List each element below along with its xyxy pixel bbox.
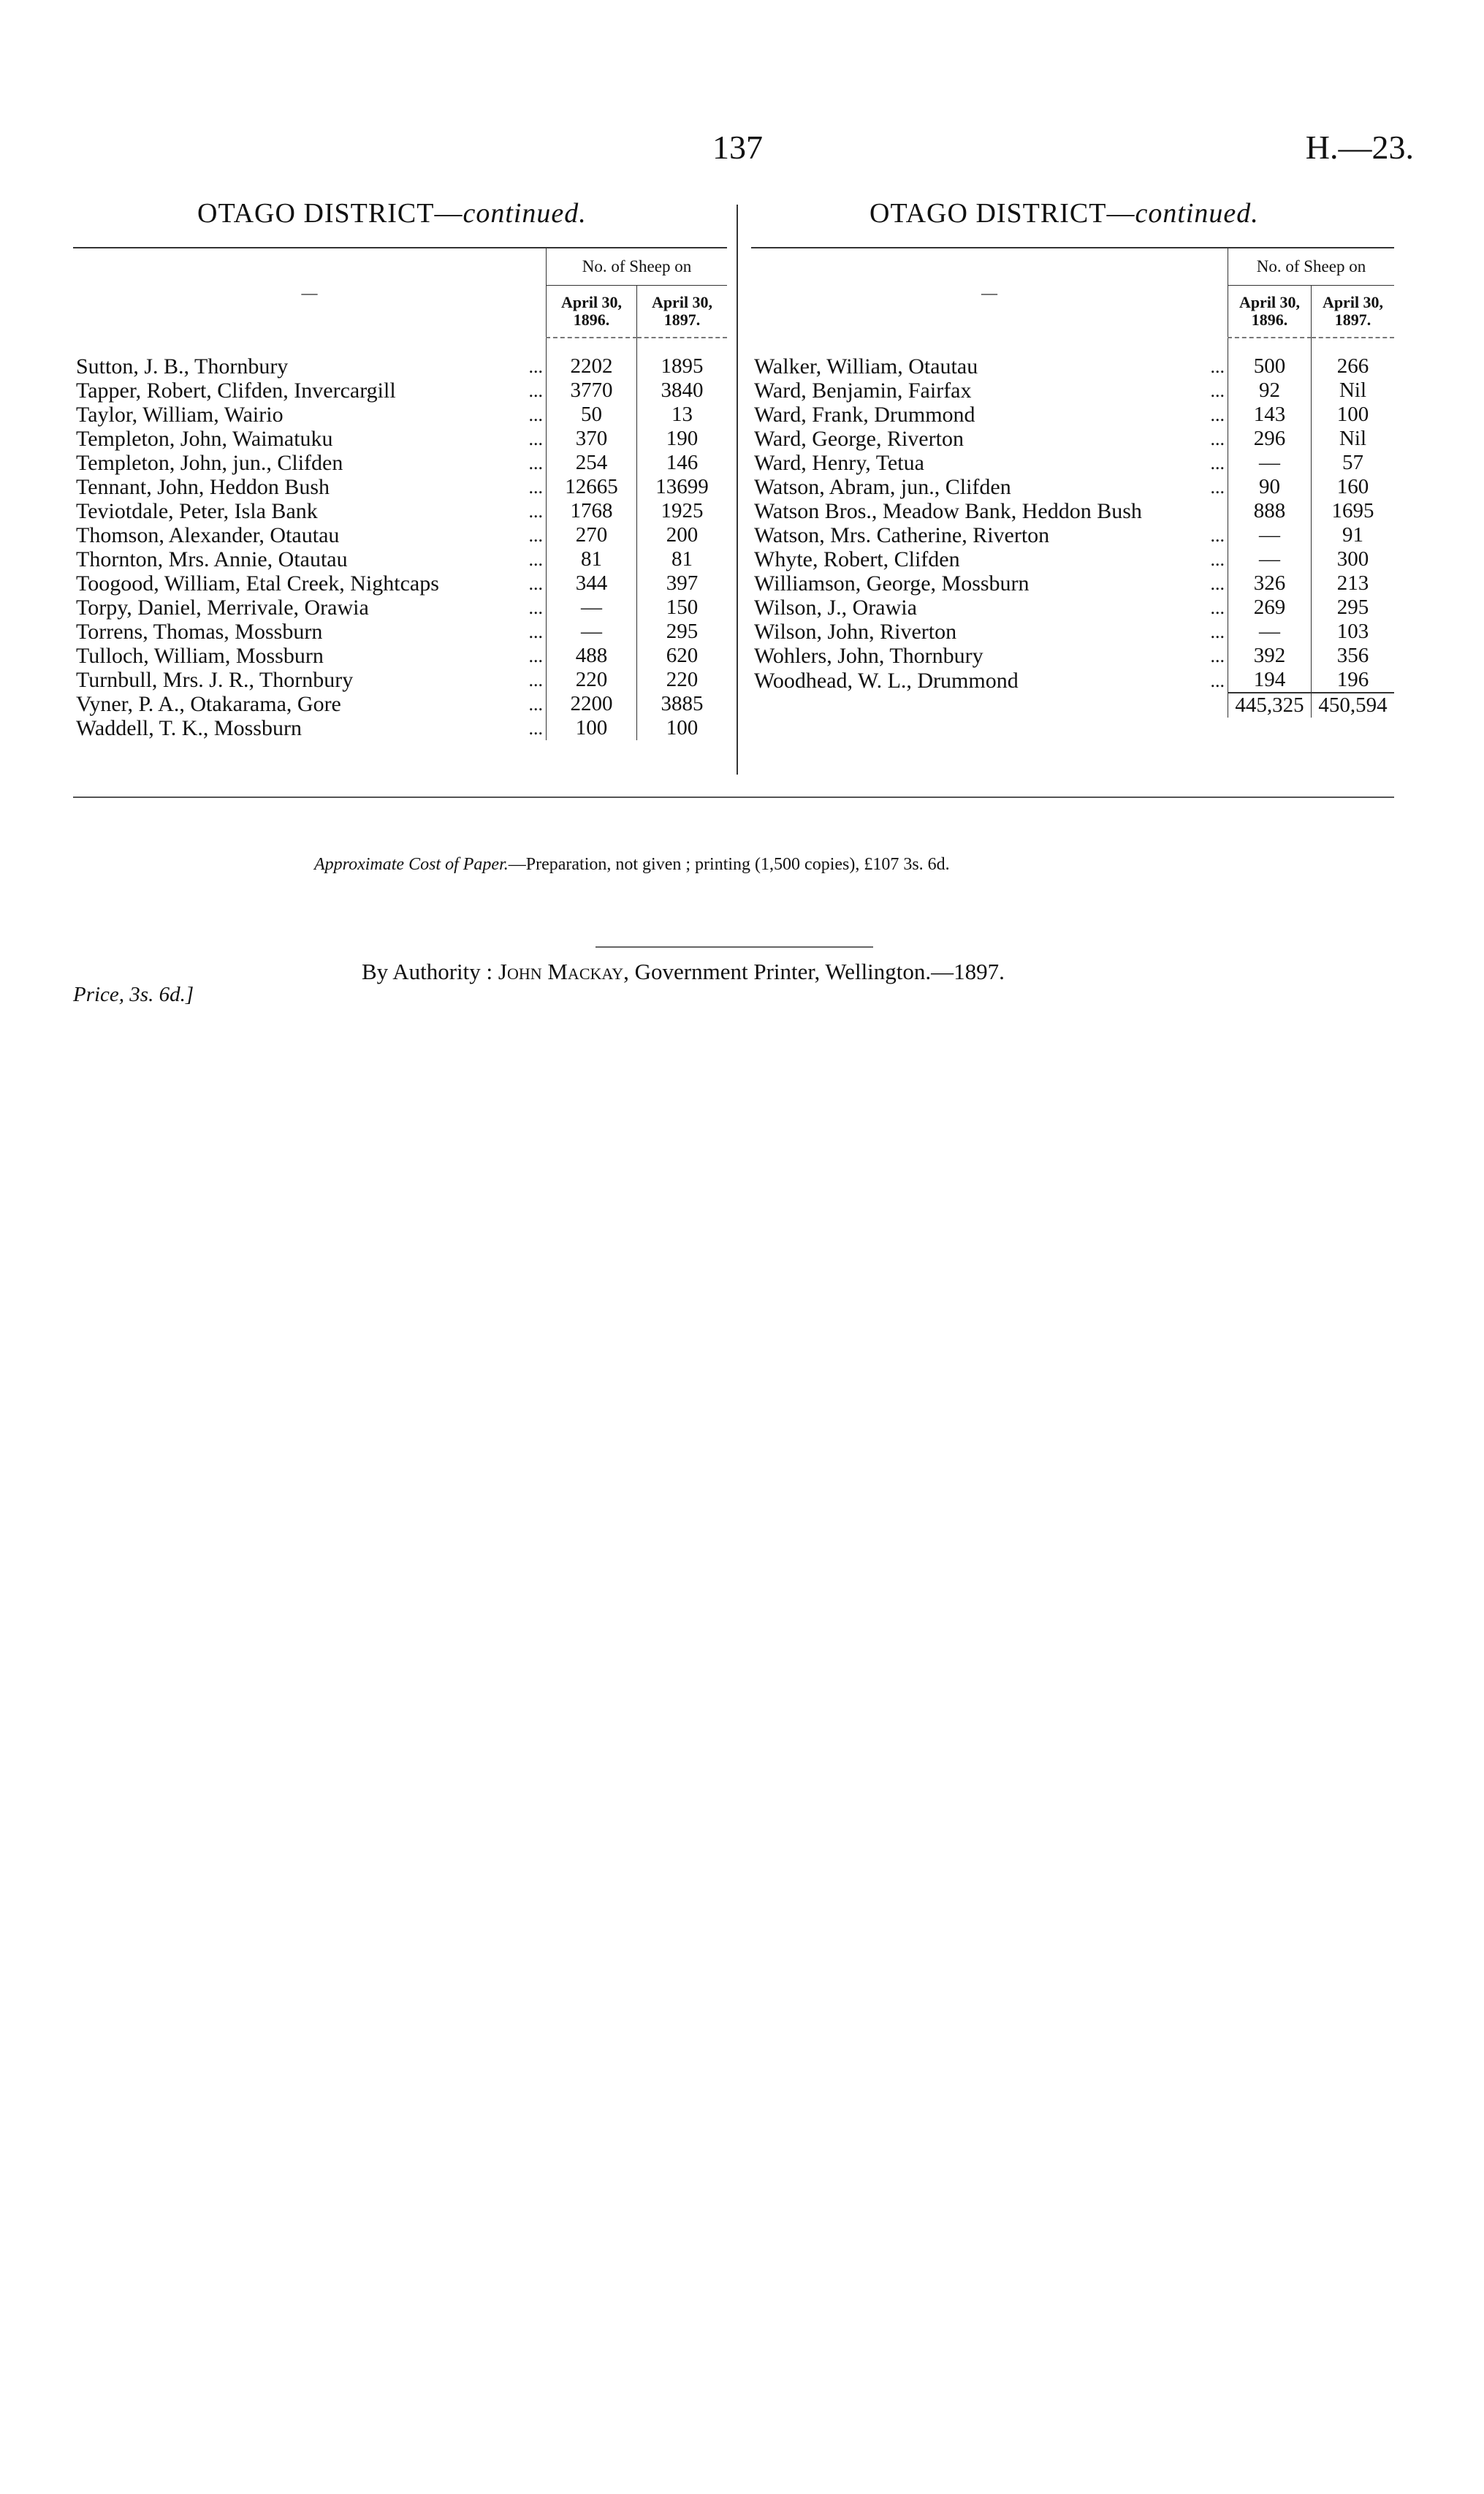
right-col-1897-header: April 30, 1897. xyxy=(1312,286,1395,338)
sheep-count-1897: 220 xyxy=(637,668,728,692)
sheep-count-1897: 150 xyxy=(637,596,728,620)
table-row xyxy=(751,571,1394,596)
leader-dots: ... xyxy=(528,693,543,715)
sheep-count-1896: 269 xyxy=(1228,596,1312,620)
leader-dots: ... xyxy=(528,380,543,401)
owner-name: Woodhead, W. L., Drummond xyxy=(754,668,1019,693)
leader-dots: ... xyxy=(1210,525,1225,546)
sheep-count-1896: — xyxy=(1228,523,1312,547)
leader-dots: ... xyxy=(1210,404,1225,425)
left-group-header: No. of Sheep on xyxy=(547,248,728,286)
column-divider xyxy=(737,205,738,775)
table-row xyxy=(73,427,727,451)
owner-name: Whyte, Robert, Clifden xyxy=(754,547,960,571)
sheep-count-1896: 500 xyxy=(1228,338,1312,379)
right-title-italic: continued. xyxy=(1135,198,1259,229)
sheep-count-1897: 146 xyxy=(637,451,728,475)
right-name-header: — xyxy=(751,248,1228,338)
sheep-count-1896: — xyxy=(1228,547,1312,571)
leader-dots: ... xyxy=(528,621,543,642)
owner-name: Wohlers, John, Thornbury xyxy=(754,644,983,668)
cost-of-paper-note xyxy=(314,855,950,875)
owner-name: Watson, Mrs. Catherine, Riverton xyxy=(754,523,1050,547)
leader-dots: ... xyxy=(528,573,543,594)
left-title-italic: continued. xyxy=(463,198,587,229)
left-column-title xyxy=(197,197,587,229)
sheep-count-1897: Nil xyxy=(1312,379,1395,403)
owner-name: Thomson, Alexander, Otautau xyxy=(76,523,340,547)
sheep-count-1897: Nil xyxy=(1312,427,1395,451)
leader-dots: ... xyxy=(528,501,543,522)
total-1896: 445,325 xyxy=(1228,693,1312,718)
table-row xyxy=(751,427,1394,451)
sheep-count-1896: 90 xyxy=(1228,475,1312,499)
sheep-count-1897: 3885 xyxy=(637,692,728,716)
sheep-count-1897: 103 xyxy=(1312,620,1395,644)
table-row xyxy=(73,644,727,668)
sheep-count-1897: 266 xyxy=(1312,338,1395,379)
footer-rule xyxy=(595,946,873,948)
right-title-main: OTAGO DISTRICT— xyxy=(870,198,1135,229)
owner-name: Thornton, Mrs. Annie, Otautau xyxy=(76,547,348,571)
owner-name: Sutton, J. B., Thornbury xyxy=(76,354,289,379)
sheep-count-1896: — xyxy=(547,596,637,620)
right-column-title xyxy=(870,197,1259,229)
sheep-count-1897: 3840 xyxy=(637,379,728,403)
sheep-count-1897: 397 xyxy=(637,571,728,596)
owner-name: Ward, Benjamin, Fairfax xyxy=(754,379,972,403)
leader-dots: ... xyxy=(528,718,543,739)
sheep-count-1896: 100 xyxy=(547,716,637,740)
owner-name: Torpy, Daniel, Merrivale, Orawia xyxy=(76,596,369,620)
left-table-body xyxy=(73,338,727,740)
sheep-count-1896: 326 xyxy=(1228,571,1312,596)
table-row xyxy=(751,379,1394,403)
owner-name: Ward, Frank, Drummond xyxy=(754,403,975,427)
sheep-count-1896: 143 xyxy=(1228,403,1312,427)
owner-name: Torrens, Thomas, Mossburn xyxy=(76,620,323,644)
owner-name: Williamson, George, Mossburn xyxy=(754,571,1030,596)
left-title-main: OTAGO DISTRICT— xyxy=(197,198,463,229)
owner-name: Templeton, John, Waimatuku xyxy=(76,427,333,451)
table-row xyxy=(751,547,1394,571)
sheep-count-1896: 2200 xyxy=(547,692,637,716)
sheep-count-1896: 50 xyxy=(547,403,637,427)
table-row xyxy=(73,475,727,499)
right-sheep-table xyxy=(751,247,1394,718)
sheep-count-1897: 1695 xyxy=(1312,499,1395,523)
table-row xyxy=(73,692,727,716)
sheep-count-1897: 300 xyxy=(1312,547,1395,571)
sheep-count-1896: 888 xyxy=(1228,499,1312,523)
sheep-count-1897: 100 xyxy=(1312,403,1395,427)
left-col-1896-header: April 30, 1896. xyxy=(547,286,637,338)
sheep-count-1897: 160 xyxy=(1312,475,1395,499)
leader-dots: ... xyxy=(528,597,543,618)
table-row xyxy=(751,620,1394,644)
table-row xyxy=(73,596,727,620)
right-col-1896-header: April 30, 1896. xyxy=(1228,286,1312,338)
leader-dots: ... xyxy=(528,525,543,546)
sheep-count-1897: 356 xyxy=(1312,644,1395,668)
sheep-count-1896: 270 xyxy=(547,523,637,547)
leader-dots: ... xyxy=(528,355,543,377)
sheep-count-1896: 488 xyxy=(547,644,637,668)
total-spacer xyxy=(1192,693,1228,718)
leader-dots: ... xyxy=(528,549,543,570)
table-row xyxy=(751,338,1394,379)
leader-dots: ... xyxy=(528,645,543,666)
sheep-count-1896: 1768 xyxy=(547,499,637,523)
total-1897: 450,594 xyxy=(1312,693,1395,718)
sheep-count-1896: 12665 xyxy=(547,475,637,499)
left-col-1897-header: April 30, 1897. xyxy=(637,286,728,338)
sheep-count-1897: 295 xyxy=(637,620,728,644)
table-row xyxy=(73,571,727,596)
table-row xyxy=(751,403,1394,427)
sheep-count-1897: 295 xyxy=(1312,596,1395,620)
table-row xyxy=(751,523,1394,547)
right-table-body xyxy=(751,338,1394,718)
sheep-count-1897: 81 xyxy=(637,547,728,571)
table-row xyxy=(73,338,727,379)
total-spacer xyxy=(751,693,1192,718)
sheep-count-1896: 370 xyxy=(547,427,637,451)
leader-dots: ... xyxy=(1210,645,1225,666)
sheep-count-1896: 344 xyxy=(547,571,637,596)
leader-dots: ... xyxy=(1210,355,1225,377)
table-row xyxy=(751,644,1394,668)
leader-dots: ... xyxy=(1210,452,1225,474)
table-row xyxy=(751,475,1394,499)
sheep-count-1896: 392 xyxy=(1228,644,1312,668)
sheep-count-1897: 1895 xyxy=(637,338,728,379)
owner-name: Turnbull, Mrs. J. R., Thornbury xyxy=(76,668,354,692)
document-code: H.—23. xyxy=(1305,129,1414,166)
page-number: 137 xyxy=(712,129,763,166)
table-row xyxy=(73,523,727,547)
owner-name: Tulloch, William, Mossburn xyxy=(76,644,324,668)
table-row xyxy=(73,499,727,523)
leader-dots: ... xyxy=(1210,573,1225,594)
leader-dots: ... xyxy=(1210,621,1225,642)
table-row xyxy=(73,547,727,571)
cost-label: Approximate Cost of Paper. xyxy=(314,855,509,874)
left-name-header: — xyxy=(73,248,547,338)
sheep-count-1897: 200 xyxy=(637,523,728,547)
left-sheep-table xyxy=(73,247,727,740)
table-row xyxy=(751,499,1394,523)
table-row xyxy=(751,451,1394,475)
owner-name: Ward, Henry, Tetua xyxy=(754,451,924,475)
owner-name: Watson, Abram, jun., Clifden xyxy=(754,475,1011,499)
owner-name: Tapper, Robert, Clifden, Invercargill xyxy=(76,379,396,403)
leader-dots: ... xyxy=(528,404,543,425)
leader-dots: ... xyxy=(528,476,543,498)
sheep-count-1896: 296 xyxy=(1228,427,1312,451)
sheep-count-1897: 13 xyxy=(637,403,728,427)
sheep-count-1897: 1925 xyxy=(637,499,728,523)
table-row xyxy=(73,716,727,740)
leader-dots: ... xyxy=(1210,428,1225,449)
sheep-count-1896: 194 xyxy=(1228,668,1312,693)
owner-name: Wilson, John, Riverton xyxy=(754,620,957,644)
owner-name: Tennant, John, Heddon Bush xyxy=(76,475,330,499)
total-row xyxy=(751,693,1394,718)
owner-name: Ward, George, Riverton xyxy=(754,427,964,451)
leader-dots: ... xyxy=(1210,669,1225,691)
owner-name: Vyner, P. A., Otakarama, Gore xyxy=(76,692,341,716)
sheep-count-1896: 81 xyxy=(547,547,637,571)
sheep-count-1896: 92 xyxy=(1228,379,1312,403)
leader-dots: ... xyxy=(528,452,543,474)
table-row xyxy=(73,379,727,403)
table-row xyxy=(751,668,1394,693)
cost-text: —Preparation, not given ; printing (1,500 copies), £107 3s. 6d. xyxy=(508,855,950,874)
table-row xyxy=(73,451,727,475)
sheep-count-1896: — xyxy=(547,620,637,644)
sheep-count-1897: 620 xyxy=(637,644,728,668)
leader-dots: ... xyxy=(1210,597,1225,618)
owner-name: Templeton, John, jun., Clifden xyxy=(76,451,343,475)
sheep-count-1896: 220 xyxy=(547,668,637,692)
right-group-header: No. of Sheep on xyxy=(1228,248,1395,286)
sheep-count-1896: 254 xyxy=(547,451,637,475)
owner-name: Watson Bros., Meadow Bank, Heddon Bush xyxy=(754,499,1142,523)
sheep-count-1897: 190 xyxy=(637,427,728,451)
leader-dots: ... xyxy=(1210,380,1225,401)
table-row xyxy=(73,403,727,427)
table-row xyxy=(751,596,1394,620)
sheep-count-1897: 91 xyxy=(1312,523,1395,547)
sheep-count-1897: 57 xyxy=(1312,451,1395,475)
leader-dots: ... xyxy=(528,669,543,691)
table-row xyxy=(73,668,727,692)
owner-name: Wilson, J., Orawia xyxy=(754,596,917,620)
sheep-count-1897: 13699 xyxy=(637,475,728,499)
table-row xyxy=(73,620,727,644)
leader-dots: ... xyxy=(1210,549,1225,570)
leader-dots: ... xyxy=(528,428,543,449)
leader-dots: ... xyxy=(1210,476,1225,498)
sheep-count-1897: 100 xyxy=(637,716,728,740)
sheep-count-1897: 196 xyxy=(1312,668,1395,693)
owner-name: Waddell, T. K., Mossburn xyxy=(76,716,302,740)
bottom-rule xyxy=(73,797,1394,798)
printer-name: John Mackay xyxy=(498,959,624,984)
owner-name: Teviotdale, Peter, Isla Bank xyxy=(76,499,318,523)
leader-dots xyxy=(1192,499,1228,523)
sheep-count-1897: 213 xyxy=(1312,571,1395,596)
owner-name: Walker, William, Otautau xyxy=(754,354,978,379)
owner-name: Taylor, William, Wairio xyxy=(76,403,284,427)
owner-name: Toogood, William, Etal Creek, Nightcaps xyxy=(76,571,439,596)
price: Price, 3s. 6d.] xyxy=(73,983,194,1006)
sheep-count-1896: 3770 xyxy=(547,379,637,403)
printer-authority: By Authority : John Mackay, Government Printer, Wellington.—1897. xyxy=(362,959,1005,984)
sheep-count-1896: 2202 xyxy=(547,338,637,379)
sheep-count-1896: — xyxy=(1228,451,1312,475)
sheep-count-1896: — xyxy=(1228,620,1312,644)
